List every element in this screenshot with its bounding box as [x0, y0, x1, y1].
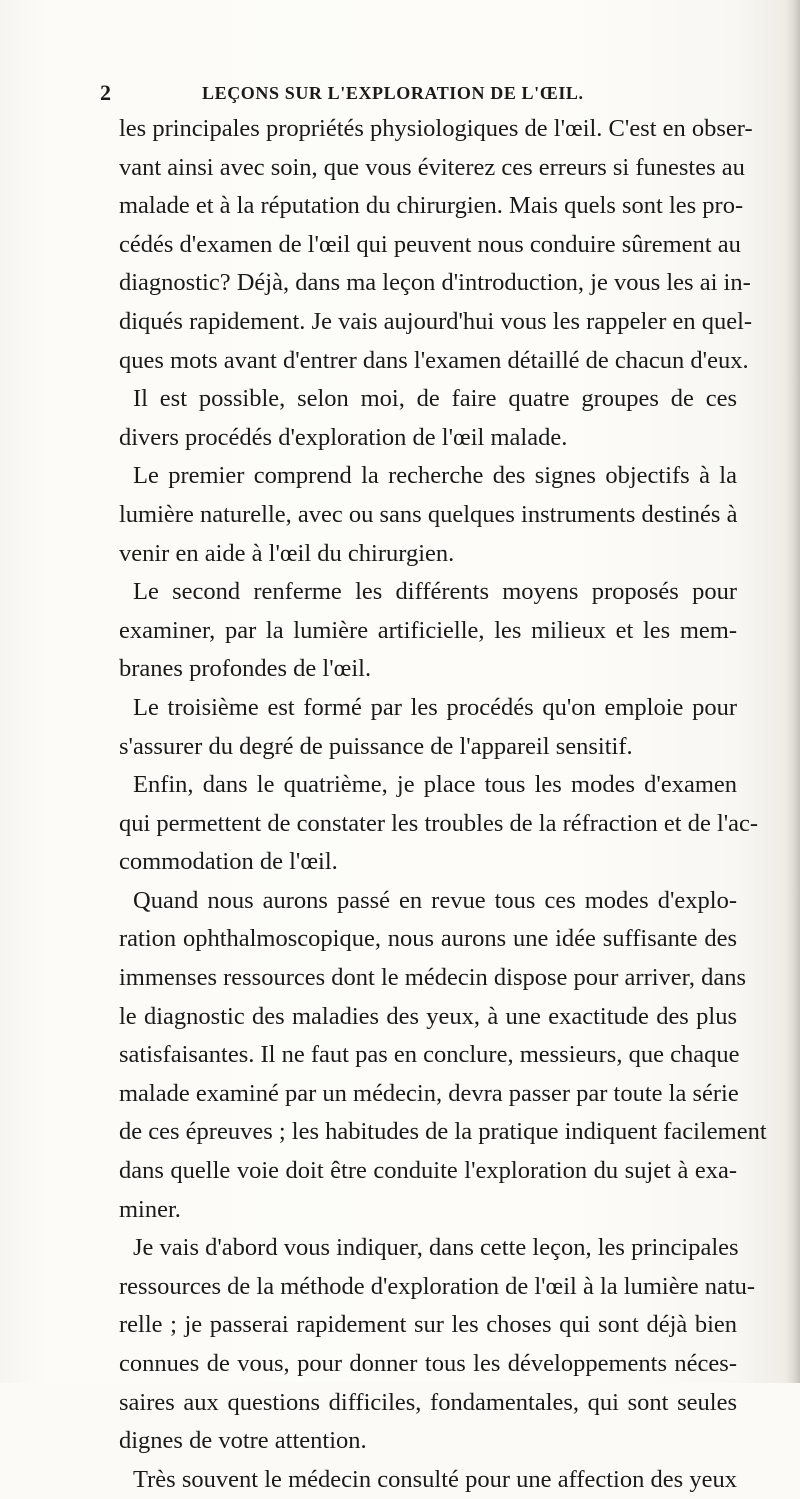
text-line: miner. — [119, 1195, 181, 1223]
text-line: ration ophthalmoscopique, nous aurons une idée suffisante des — [119, 925, 737, 953]
text-line: saires aux questions difficiles, fondamentales, qui sont seules — [119, 1388, 737, 1416]
body-text — [119, 110, 767, 1499]
text-line: Le second renferme les différents moyens proposés pour — [133, 578, 737, 606]
text-line: venir en aide à l'œil du chirurgien. — [119, 539, 455, 567]
text-line: connues de vous, pour donner tous les développements néces- — [119, 1350, 737, 1377]
text-line: ressources de la méthode d'exploration de l'œil à la lumière natu- — [119, 1272, 756, 1300]
text-line: qui permettent de constater les troubles de la réfraction et de l'ac- — [119, 809, 759, 837]
text-line: le diagnostic des maladies des yeux, à une exactitude des plus — [119, 1002, 737, 1030]
text-line: vant ainsi avec soin, que vous éviterez ces erreurs si funestes au — [119, 153, 745, 181]
text-line: commodation de l'œil. — [119, 848, 338, 876]
text-line: examiner, par la lumière artificielle, les milieux et les mem- — [119, 616, 737, 644]
text-line: relle ; je passerai rapidement sur les choses qui sont déjà bien — [119, 1311, 737, 1339]
text-line: dans quelle voie doit être conduite l'exploration du sujet à exa- — [119, 1157, 737, 1185]
text-line: ques mots avant d'entrer dans l'examen détaillé de chacun d'eux. — [119, 346, 749, 374]
text-line: Très souvent le médecin consulté pour une affection des yeux — [133, 1465, 737, 1493]
text-line: Il est possible, selon moi, de faire quatre groupes de ces — [133, 385, 737, 413]
text-line: Enfin, dans le quatrième, je place tous les modes d'examen — [133, 771, 737, 799]
text-line: divers procédés d'exploration de l'œil malade. — [119, 423, 568, 451]
text-line: Quand nous aurons passé en revue tous ces modes d'explo- — [133, 886, 737, 914]
text-line: s'assurer du degré de puissance de l'appareil sensitif. — [119, 732, 633, 760]
text-line: immenses ressources dont le médecin dispose pour arriver, dans — [119, 964, 746, 992]
text-line: malade examiné par un médecin, devra passer par toute la série — [119, 1079, 739, 1107]
text-line: Le premier comprend la recherche des signes objectifs à la — [133, 462, 737, 490]
text-line: Le troisième est formé par les procédés qu'on emploie pour — [133, 693, 737, 721]
text-line: lumière naturelle, avec ou sans quelques instruments destinés à — [119, 500, 738, 528]
text-line: diqués rapidement. Je vais aujourd'hui vous les rappeler en quel- — [119, 307, 753, 335]
text-line: dignes de votre attention. — [119, 1427, 367, 1455]
running-head — [100, 80, 800, 106]
text-line: cédés d'examen de l'œil qui peuvent nous conduire sûrement au — [119, 230, 741, 258]
running-title: LEÇONS SUR L'EXPLORATION DE L'ŒIL. — [202, 83, 584, 103]
text-line: malade et à la réputation du chirurgien. Mais quels sont les pro- — [119, 192, 744, 220]
text-line: de ces épreuves ; les habitudes de la pratique indiquent facilement — [119, 1118, 767, 1146]
text-line: diagnostic? Déjà, dans ma leçon d'introduction, je vous les ai in- — [119, 269, 751, 297]
text-line: branes profondes de l'œil. — [119, 655, 372, 683]
text-line: Je vais d'abord vous indiquer, dans cette leçon, les principales — [133, 1234, 739, 1262]
text-line: satisfaisantes. Il ne faut pas en conclure, messieurs, que chaque — [119, 1041, 740, 1069]
text-line: les principales propriétés physiologiques de l'œil. C'est en obser- — [119, 115, 753, 142]
page-edge-shadow — [786, 0, 800, 1383]
page-number: 2 — [100, 80, 111, 105]
